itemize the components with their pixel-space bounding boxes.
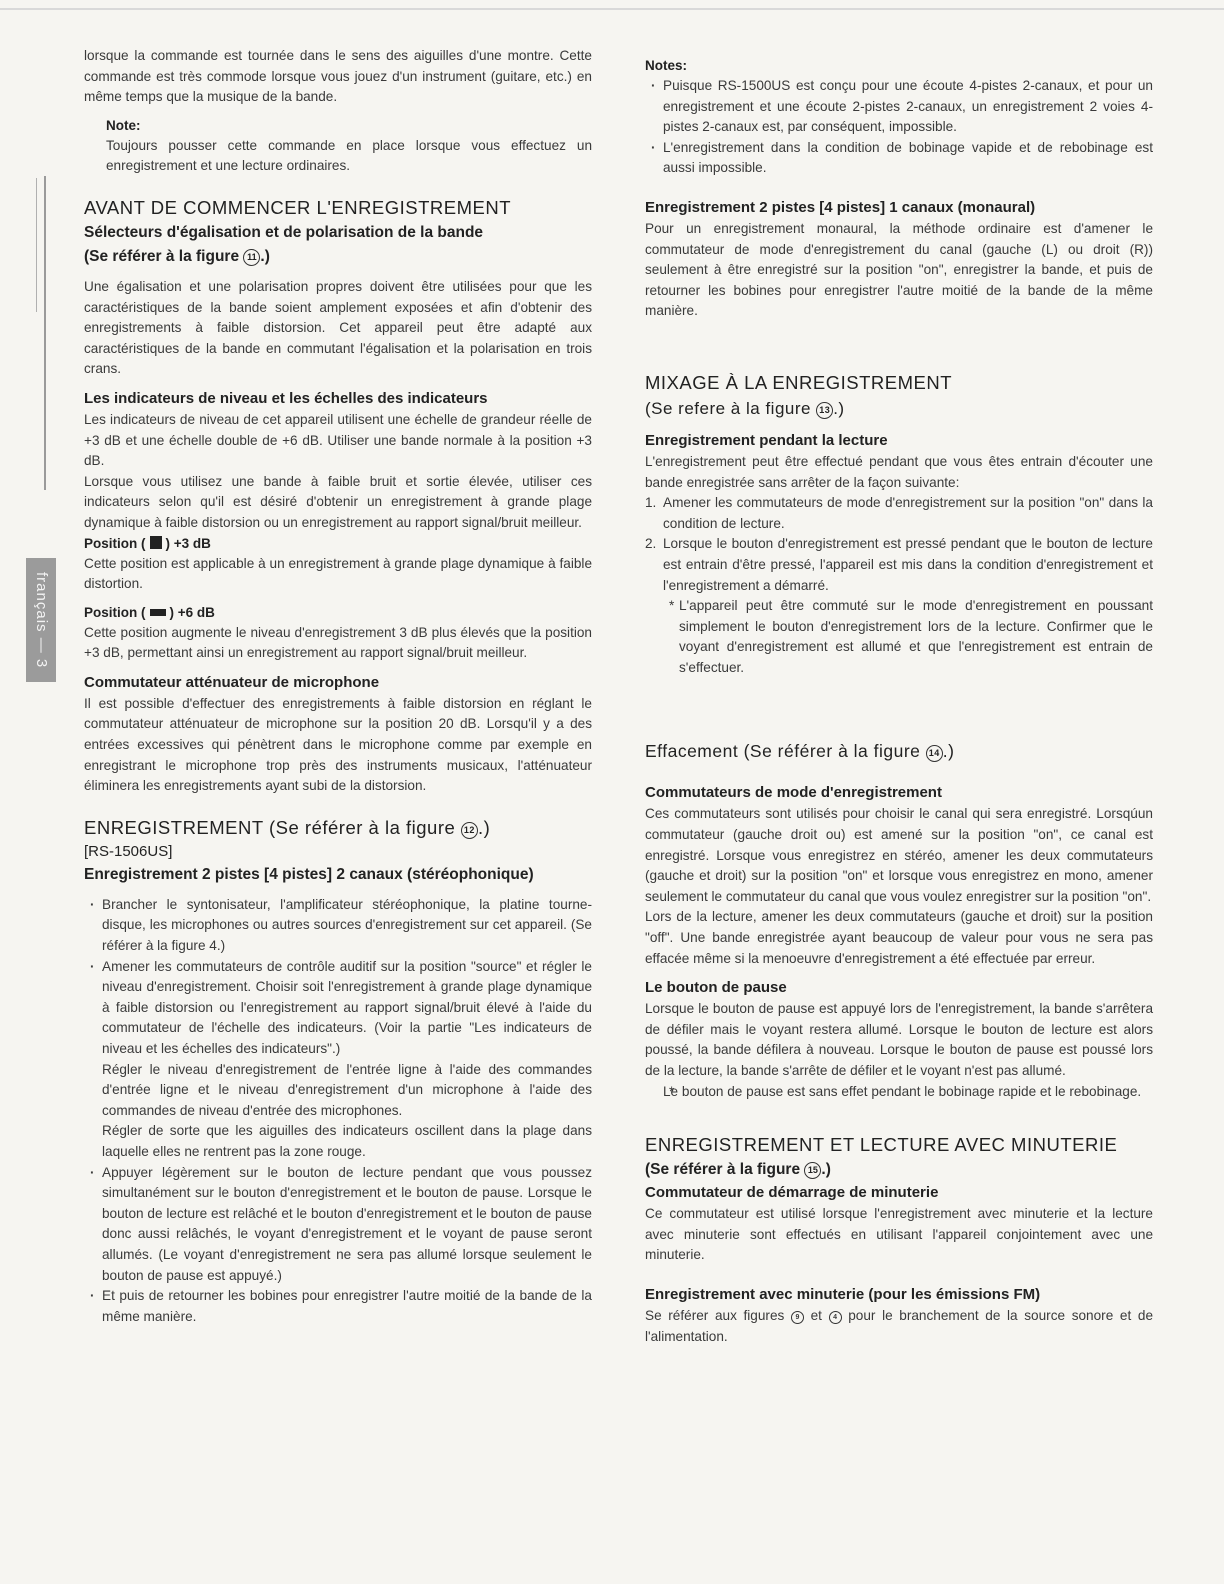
indicateurs-paragraph-1: Les indicateurs de niveau de cet appareil utilisent une échelle de grandeur réelle de +3 dB et une échelle double de +6 dB. Utiliser une bande normale à la position +3 dB.	[84, 411, 592, 469]
position-6db-text: Cette position augmente le niveau d'enregistrement 3 dB plus élevés que la position +3 dB, permettant ainsi un enregistrement au rapport signal/bruit meilleur.	[84, 624, 592, 661]
section-heading-mixage: MIXAGE À LA ENREGISTREMENT	[645, 371, 953, 393]
model-label: [RS-1506US]	[84, 842, 173, 860]
margin-line	[44, 176, 46, 490]
monaural-paragraph: Pour un enregistrement monaural, la méthode ordinaire est d'amener le commutateur de mode d'enregistrement du canal (gauche (L) ou droit (R)) seulement à être enregistré sur la position "on", enregistrer la bande, et puis de retourner les bobines pour enregistrer l'autre moitié de la bande de la même manière.	[645, 220, 1153, 319]
lecture-paragraph: L'enregistrement peut être effectué pendant que vous êtes entrain d'écouter une bande enregistrée sans arrêter de la façon suivante:	[645, 453, 1153, 490]
list-item: · Amener les commutateurs de contrôle auditif sur la position "source" et régler le niveau d'enregistrement. Choisir soit l'enregistrement à grande plage dynamique à faible distorsion ou l'enregistrement au rapport signal/bruit élevé à l'aide du commutateur de l'échelle des indicateurs. (Voir la partie "Les indicateurs de niveau et les échelles des indicateurs".)	[84, 957, 592, 1060]
figure-4-icon: 4	[829, 1311, 842, 1324]
egalisation-paragraph: Une égalisation et une polarisation propres doivent être utilisées pour que les caractéristiques de la bande soient amplement exposées et afin d'obtenir des enregistrements à faible distorsion. Cet appareil peut être adapté aux caractéristiques de la bande en commutant l'égalisation et la polarisation en trois crans.	[84, 278, 592, 377]
pause-paragraph: Lorsque le bouton de pause est appuyé lors de l'enregistrement, la bande s'arrêtera de défiler mais le voyant restera allumé. Lorsque le bouton de lecture est alors poussé, la bande défilera à nouveau. Lorsque le bouton de pause est poussé lors de la lecture, la bande s'arrête de défiler et le voyant n'est pas allumé.	[645, 1001, 1153, 1078]
subheading-attenuateur: Commutateur atténuateur de microphone	[84, 673, 380, 691]
list-item: · L'enregistrement dans la condition de bobinage vapide et de rebobinage est aussi impossible.	[645, 138, 1153, 179]
intro-paragraph: lorsque la commande est tournée dans le sens des aiguilles d'une montre. Cette commande est très commode lorsque vous jouez d'un instrument (guitare, etc.) en même temps que la musique de la bande.	[84, 48, 592, 105]
indicator-wide-icon	[150, 609, 166, 616]
list-item: 1. Amener les commutateurs de mode d'enregistrement sur la position "on" dans la condition de lecture.	[645, 495, 1153, 531]
subheading-demarrage: Commutateur de démarrage de minuterie	[645, 1184, 939, 1202]
figure-reference: (Se refere à la figure 13 .)	[645, 398, 845, 418]
position-6db-label: Position ( ) +6 dB	[84, 604, 215, 620]
subheading-selecteurs: Sélecteurs d'égalisation et de polarisation de la bande	[84, 223, 484, 241]
list-continuation: Régler le niveau d'enregistrement de l'entrée ligne à l'aide des commandes d'entrée ligne et le niveau d'enregistrement d'un microphone à l'aide des commandes de niveau d'entrée des microphones.	[102, 1061, 592, 1118]
figure-14-icon: 14	[926, 745, 943, 762]
list-item: · Et puis de retourner les bobines pour enregistrer l'autre moitié de la bande de la même manière.	[84, 1286, 592, 1327]
list-continuation: Régler de sorte que les aiguilles des indicateurs oscillent dans la plage dans laquelle elles ne rentrent pas la zone rouge.	[102, 1123, 592, 1159]
indicateurs-paragraph-2: Lorsque vous utilisez une bande à faible bruit et sortie élevée, utiliser ces indicateurs selon qu'il est désiré d'obtenir un enregistrement à grande plage dynamique à faible distorsion ou un enregistrement au rapport signal/bruit meilleur.	[84, 473, 592, 530]
commutateurs-paragraph-2: Lors de la lecture, amener les deux commutateurs (gauche et droit) sur la position "off". Une bande enregistrée ayant beaucoup de valeur pour vous ne sera pas effacée même si la menoeuvre d'enregistrement a été effectuée par erreur.	[645, 909, 1153, 966]
list-item: · Puisque RS-1500US est conçu pour une écoute 4-pistes 2-canaux, et pour un enregistrement et une écoute 2-pistes 2-canaux, un enregistrement 2 voies 4-pistes 2-canaux est, par conséquent, impossible.	[645, 76, 1153, 138]
right-column	[645, 56, 1153, 1347]
figure-reference: (Se référer à la figure 15 .)	[645, 1161, 831, 1179]
lecture-steps	[645, 493, 1153, 596]
section-heading-avant: AVANT DE COMMENCER L'ENREGISTREMENT	[84, 196, 512, 218]
lecture-notes	[645, 596, 1153, 678]
subheading-indicateurs: Les indicateurs de niveau et les échelles des indicateurs	[84, 389, 488, 407]
list-item: * L'appareil peut être commuté sur le mode d'enregistrement en poussant simplement le bouton d'enregistrement lors de la lecture. Confirmer que le voyant d'enregistrement est allumé et que l'enregistrement est entrain de s'effectuer.	[645, 596, 1153, 678]
subheading-lecture: Enregistrement pendant la lecture	[645, 431, 888, 449]
list-item: · Brancher le syntonisateur, l'amplificateur stéréophonique, la platine tourne-disque, les microphones ou autres sources d'enregistrement sur cet appareil. (Se référer à la figure 4.)	[84, 895, 592, 957]
fm-paragraph: Se référer aux figures 9 et 4 pour le branchement de la source sonore et de l'alimentation.	[645, 1307, 1153, 1344]
left-column	[84, 46, 592, 1327]
section-heading-minuterie: ENREGISTREMENT ET LECTURE AVEC MINUTERIE	[645, 1134, 1118, 1156]
note-text: Toujours pousser cette commande en place lorsque vous effectuez un enregistrement et une lecture ordinaires.	[106, 137, 592, 174]
top-rule	[0, 8, 1224, 10]
figure-9-icon: 9	[791, 1311, 804, 1324]
stereo-steps-list	[84, 895, 592, 1060]
list-item: 2. Lorsque le bouton d'enregistrement est pressé pendant que le bouton de lecture est entrain d'être pressé, l'appareil est mis dans la condition d'enregistrement et l'enregistrement a démarré.	[645, 536, 1153, 593]
position-3db-text: Cette position est applicable à un enregistrement à grande plage dynamique à faible distortion.	[84, 555, 592, 592]
demarrage-paragraph: Ce commutateur est utilisé lorsque l'enregistrement avec minuterie et la lecture avec minuterie sont effectués en utilisant l'appareil conjointement avec une minuterie.	[645, 1206, 1153, 1263]
position-3db-label: Position ( ) +3 dB	[84, 535, 211, 551]
subheading-pause: Le bouton de pause	[645, 979, 787, 997]
margin-line-thin	[36, 178, 37, 312]
notes-heading: Notes:	[645, 58, 688, 73]
section-heading-effacement: Effacement (Se référer à la figure 14 .)	[645, 741, 955, 762]
stereo-steps-list-2	[84, 1163, 592, 1328]
attenuateur-paragraph: Il est possible d'effectuer des enregistrements à faible distorsion en réglant le commutateur atténuateur de microphone sur la position 20 dB. Lorsqu'il y a des entrées excessives qui pénètrent dans le microphone comme par exemple en enregistrant le microphone trop près des instruments musicaux, l'atténuateur éliminera les enregistrements ayant subi de la distorsion.	[84, 695, 592, 794]
language-tab: français — 3	[26, 558, 56, 682]
figure-reference: (Se référer à la figure 11 .)	[84, 247, 270, 265]
list-item: · Appuyer légèrement sur le bouton de lecture pendant que vous poussez simultanément sur le bouton d'enregistrement et le bouton de pause. Lorsque le bouton de lecture est relâché et le bouton d'enregistrement et le bouton de pause donc aussi relâchés, le voyant d'enregistrement et le voyant de pause seront allumés. (Le voyant d'enregistrement ne sera pas allumé lorsque seulement le bouton de pause est appuyé.)	[84, 1163, 592, 1287]
notes-list	[645, 76, 1153, 179]
indicator-narrow-icon	[150, 536, 162, 549]
pause-notes	[645, 1082, 1153, 1103]
subheading-stereo: Enregistrement 2 pistes [4 pistes] 2 canaux (stéréophonique)	[84, 865, 534, 883]
subheading-commutateurs: Commutateurs de mode d'enregistrement	[645, 784, 942, 802]
figure-15-icon: 15	[804, 1162, 821, 1179]
commutateurs-paragraph-1: Ces commutateurs sont utilisés pour choisir le canal qui sera enregistré. Lorsqúun commutateur (gauche droit ou) est amené sur la position "on", ce canal est enregistré. Lorsque vous enregistrez en stéréo, amener les deux commutateurs (gauche et droit) sur la position "on" et lorsque vous enregistrez en mono, amener seulement le commutateur du canal que vous voulez enregistrer sur la position "on".	[645, 806, 1153, 904]
subheading-fm: Enregistrement avec minuterie (pour les émissions FM)	[645, 1285, 1041, 1303]
figure-11-icon: 11	[243, 249, 260, 266]
note-heading: Note:	[106, 117, 141, 133]
figure-13-icon: 13	[816, 402, 833, 419]
section-heading-enregistrement: ENREGISTREMENT (Se référer à la figure 12 .)	[84, 816, 491, 838]
subheading-monaural: Enregistrement 2 pistes [4 pistes] 1 canaux (monaural)	[645, 198, 1036, 216]
figure-12-icon: 12	[461, 822, 478, 839]
list-item: * Le bouton de pause est sans effet pendant le bobinage rapide et le rebobinage.	[645, 1082, 1153, 1103]
